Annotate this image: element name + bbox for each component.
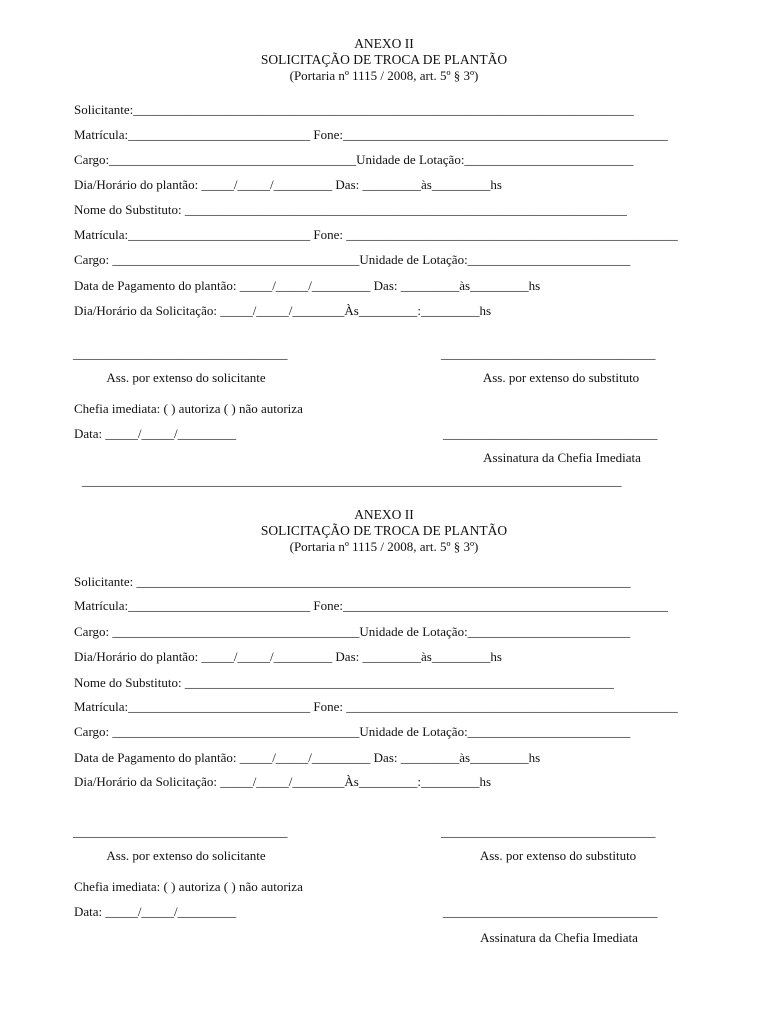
- signature-label-substituto: Ass. por extenso do substituto: [482, 370, 640, 385]
- field-substituto-cargo-lotacao[interactable]: Cargo: ______________________________________Unidade de Lotação:_________________________: [74, 252, 631, 267]
- field-dia-horario-solicitacao[interactable]: Dia/Horário da Solicitação: _____/_____/________Às_________:_________hs: [74, 303, 492, 318]
- field-data-pagamento[interactable]: Data de Pagamento do plantão: _____/_____/_________ Das: _________às_________hs: [74, 750, 541, 765]
- form-2: [0, 507, 768, 945]
- signature-line-substituto[interactable]: _________________________________: [441, 346, 656, 361]
- field-data[interactable]: Data: _____/_____/_________: [74, 426, 237, 441]
- chefia-authorization[interactable]: Chefia imediata: ( ) autoriza ( ) não autoriza: [74, 401, 303, 416]
- signature-line-solicitante[interactable]: _________________________________: [73, 346, 288, 361]
- field-data[interactable]: Data: _____/_____/_________: [74, 904, 237, 919]
- field-dia-horario-solicitacao[interactable]: Dia/Horário da Solicitação: _____/_____/________Às_________:_________hs: [74, 774, 492, 789]
- field-substituto-matricula-fone[interactable]: Matrícula:____________________________ Fone: ___________________________________________________: [74, 227, 678, 242]
- field-data-pagamento[interactable]: Data de Pagamento do plantão: _____/_____/_________ Das: _________às_________hs: [74, 278, 541, 293]
- ordinance-reference: (Portaria nº 1115 / 2008, art. 5º § 3º): [289, 68, 479, 83]
- field-solicitante[interactable]: Solicitante: ____________________________________________________________________________: [74, 574, 631, 589]
- field-substituto-cargo-lotacao[interactable]: Cargo: ______________________________________Unidade de Lotação:_________________________: [74, 724, 631, 739]
- field-dia-horario-plantao[interactable]: Dia/Horário do plantão: _____/_____/_________ Das: _________às_________hs: [74, 649, 502, 664]
- signature-label-chefia: Assinatura da Chefia Imediata: [480, 930, 638, 945]
- field-nome-substituto[interactable]: Nome do Substituto: __________________________________________________________________: [74, 675, 614, 690]
- annex-title: ANEXO II: [354, 36, 414, 51]
- field-matricula-fone[interactable]: Matrícula:____________________________ Fone:__________________________________________________: [74, 127, 669, 142]
- form-1-header: [0, 36, 768, 84]
- signature-label-substituto: Ass. por extenso do substituto: [479, 848, 637, 863]
- signature-line-chefia[interactable]: _________________________________: [443, 426, 658, 441]
- ordinance-reference: (Portaria nº 1115 / 2008, art. 5º § 3º): [289, 539, 479, 554]
- signature-line-chefia[interactable]: _________________________________: [443, 904, 658, 919]
- chefia-authorization[interactable]: Chefia imediata: ( ) autoriza ( ) não autoriza: [74, 879, 303, 894]
- signature-label-solicitante: Ass. por extenso do solicitante: [106, 848, 266, 863]
- field-nome-substituto[interactable]: Nome do Substituto: ____________________________________________________________________: [74, 202, 627, 217]
- field-solicitante[interactable]: Solicitante:_____________________________________________________________________________: [74, 102, 634, 117]
- field-cargo-lotacao[interactable]: Cargo: ______________________________________Unidade de Lotação:_________________________: [74, 624, 631, 639]
- form-2-header: [0, 507, 768, 555]
- field-substituto-matricula-fone[interactable]: Matrícula:____________________________ Fone: ___________________________________________________: [74, 699, 678, 714]
- form-separator-line: ___________________________________________________________________________________: [82, 473, 622, 488]
- field-matricula-fone[interactable]: Matrícula:____________________________ Fone:__________________________________________________: [74, 598, 669, 613]
- signature-line-substituto[interactable]: _________________________________: [441, 824, 656, 839]
- signature-label-solicitante: Ass. por extenso do solicitante: [106, 370, 266, 385]
- form-title: SOLICITAÇÃO DE TROCA DE PLANTÃO: [260, 523, 508, 538]
- field-dia-horario-plantao[interactable]: Dia/Horário do plantão: _____/_____/_________ Das: _________às_________hs: [74, 177, 502, 192]
- form-title: SOLICITAÇÃO DE TROCA DE PLANTÃO: [260, 52, 508, 67]
- annex-title: ANEXO II: [354, 507, 414, 522]
- field-cargo-lotacao[interactable]: Cargo:______________________________________Unidade de Lotação:__________________________: [74, 152, 634, 167]
- signature-label-chefia: Assinatura da Chefia Imediata: [483, 450, 641, 465]
- signature-line-solicitante[interactable]: _________________________________: [73, 824, 288, 839]
- form-1: [0, 36, 768, 465]
